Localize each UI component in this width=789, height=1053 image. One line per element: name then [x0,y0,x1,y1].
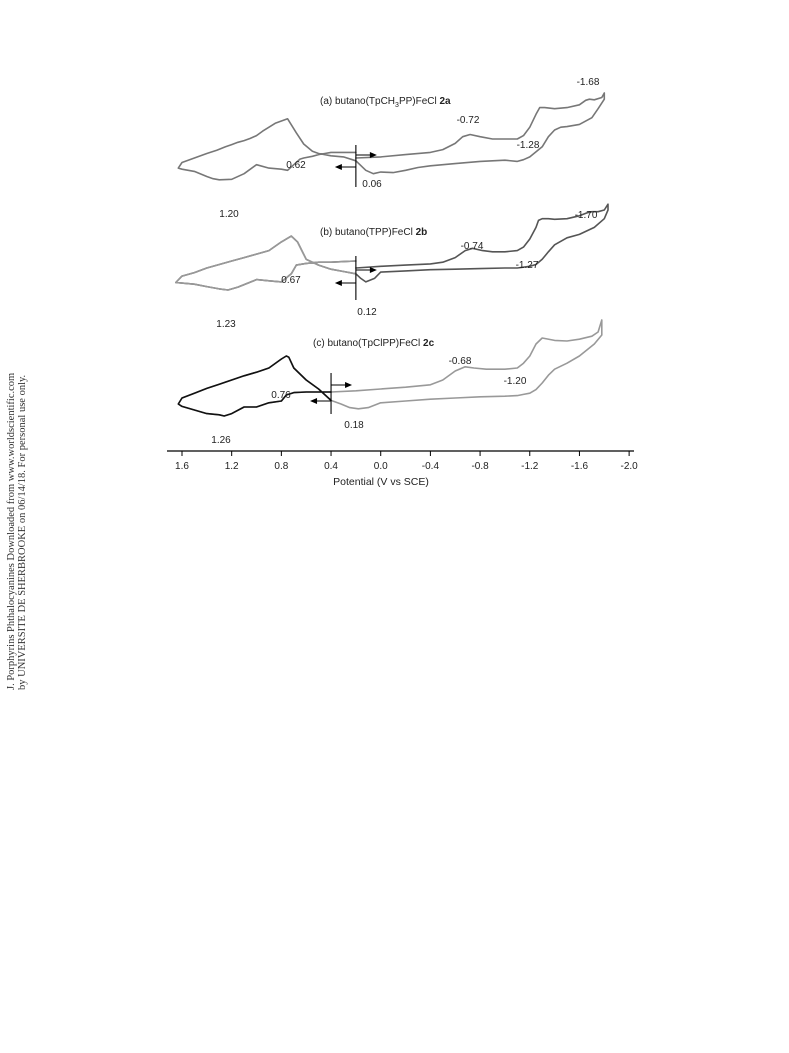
x-tick-label: 0.0 [373,461,388,472]
peak-potential-label: -0.74 [460,241,484,252]
x-tick-label: -1.6 [570,461,589,472]
peak-potential-label: -1.28 [516,140,540,151]
cv-trace-2c [178,320,602,416]
panel-title-2a [320,96,451,109]
x-axis [167,451,638,488]
scan-arrowhead-right [345,382,352,388]
panel-title-subscript: 3 [395,102,399,109]
peak-potential-label: -1.20 [503,376,527,387]
cv-panel-2c [178,320,602,446]
download-watermark [4,360,28,690]
peak-potential-label: -0.72 [456,115,480,126]
peak-potential-label: -0.68 [448,356,472,367]
x-tick-label: -0.4 [421,461,440,472]
watermark-line-2: by UNIVERSITE DE SHERBROOKE on 06/14/18. For personal use only. [17,374,28,690]
x-axis-ticks [175,451,638,472]
peak-potential-label: 0.12 [357,307,377,318]
cv-panels [176,77,608,446]
x-tick-label: 1.2 [224,461,239,472]
scan-arrowhead-left [335,280,342,286]
scan-arrowhead-right [370,267,377,273]
peak-potential-label: 0.62 [286,160,306,171]
peak-potential-label: 1.20 [219,209,239,220]
x-tick-label: -2.0 [620,461,638,472]
panel-title-compound: 2b [415,227,428,238]
panel-title-text: (b) butano(TPP)FeCl [320,227,416,238]
peak-potential-label: -1.27 [515,260,539,271]
peak-potential-label: 1.26 [211,435,231,446]
panel-title-compound: 2c [423,338,435,349]
x-tick-label: 1.6 [175,461,189,472]
x-tick-label: -1.2 [521,461,539,472]
panel-title-2c [313,338,435,349]
panel-title-compound: 2a [439,96,451,107]
x-tick-label: 0.8 [274,461,289,472]
cv-trace-2b [176,204,608,290]
x-tick-label: 0.4 [324,461,338,472]
panel-title-text: PP)FeCl [398,96,440,107]
cv-oxidation-trace-2c [178,356,331,416]
scan-arrowhead-left [335,164,342,170]
peak-potential-label: 1.23 [216,319,236,330]
x-axis-label: Potential (V vs SCE) [333,476,429,488]
scan-arrowhead-left [310,398,317,404]
panel-title-text: (a) butano(TpCH [320,96,396,107]
cv-panel-2b [176,204,608,330]
panel-title-2b [320,227,427,238]
peak-potential-label: 0.76 [271,390,291,401]
cv-oxidation-trace-2b [176,236,356,290]
x-tick-label: -0.8 [471,461,489,472]
watermark-line-1: J. Porphyrins Phthalocyanines Downloaded from www.worldscientific.com [6,372,17,690]
peak-potential-label: -1.68 [576,77,600,88]
panel-title-text: (c) butano(TpClPP)FeCl [313,338,424,349]
peak-potential-label: 0.18 [344,420,364,431]
peak-potential-label: -1.70 [574,210,598,221]
cv-panel-2a [178,77,604,220]
peak-potential-label: 0.06 [362,179,382,190]
peak-potential-label: 0.67 [281,275,301,286]
